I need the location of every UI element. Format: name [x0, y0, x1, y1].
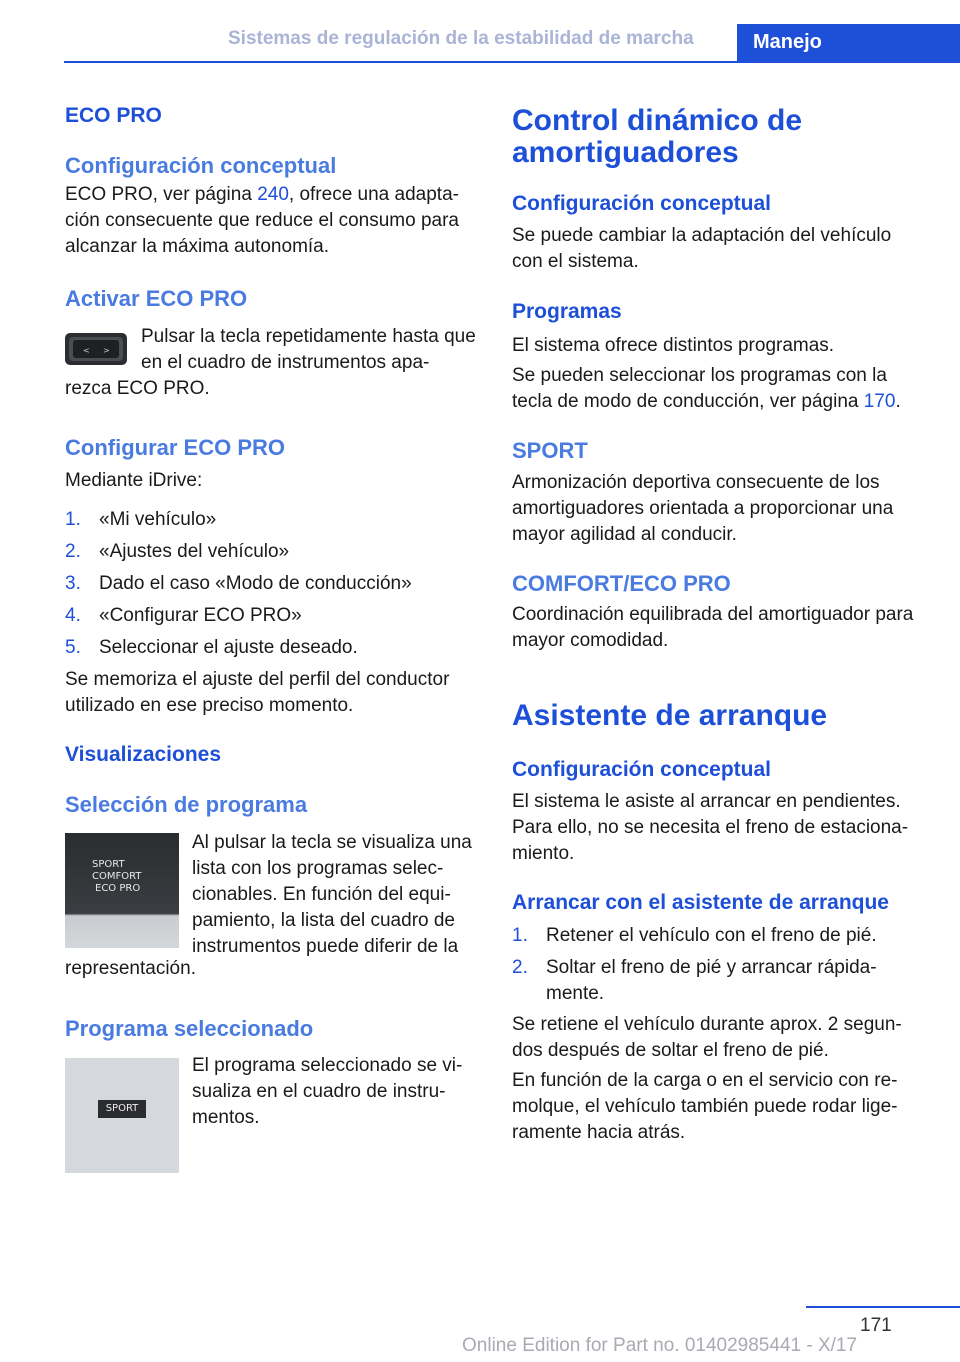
step-item [65, 507, 477, 533]
svg-text:<: < [83, 346, 90, 355]
displays-heading: Visualizaciones [65, 743, 222, 766]
step-text: «Configurar ECO PRO» [99, 605, 302, 626]
memory-text: Se memoriza el ajuste del perfil del conductor utilizado en ese preciso momento. [65, 669, 450, 716]
program-list-image [65, 833, 179, 948]
header-rule [64, 61, 960, 63]
program-sport-label: SPORT [92, 859, 125, 870]
concept-text-a: ECO PRO, ver página [65, 184, 258, 205]
programs-select-text-a: Se pueden seleccionar los programas con la tecla de modo de conducción, ver página [512, 365, 887, 412]
configure-heading: Configurar ECO PRO [65, 435, 286, 460]
starter-title: Asistente de arranque [512, 699, 828, 732]
step-number: 4. [65, 605, 81, 626]
step-item [65, 539, 477, 565]
activate-text-end: rezca ECO PRO. [65, 378, 210, 399]
activate-heading: Activar ECO PRO [65, 286, 248, 311]
selected-heading: Programa seleccionado [65, 1016, 314, 1041]
step-item [65, 635, 477, 661]
configure-intro: Mediante iDrive: [65, 470, 203, 491]
svg-text:>: > [103, 346, 110, 355]
step-item [512, 923, 926, 949]
starting-heading: Arrancar con el asistente de arranque [512, 891, 889, 914]
step-text: «Mi vehículo» [99, 509, 217, 530]
sport-heading: SPORT [512, 438, 588, 463]
damper-concept-heading: Configuración conceptual [512, 192, 772, 215]
step-text: Seleccionar el ajuste deseado. [99, 637, 358, 658]
selection-text: Al pulsar la tecla se visualiza una lista con los programas selec-cionables. En función del equi-pamiento, la lista del cuadro de instrumentos puede diferir de la [192, 832, 472, 957]
programs-text: El sistema ofrece distintos programas. [512, 335, 835, 356]
load-text: En función de la carga o en el servicio con re-molque, el vehículo también puede rodar lige-ramente hacia atrás. [512, 1070, 898, 1143]
activate-text: Pulsar la tecla repetidamente hasta que en el cuadro de instrumentos apa- [141, 326, 476, 373]
programs-heading: Programas [512, 300, 622, 323]
comfort-text: Coordinación equilibrada del amortiguador para mayor comodidad. [512, 604, 914, 651]
selected-program-image [65, 1058, 179, 1173]
header-chapter-label: Manejo [753, 31, 822, 53]
damper-title: Control dinámico de amortiguadores [512, 104, 803, 169]
header-section-title: Sistemas de regulación de la estabilidad de marcha [228, 28, 694, 49]
step-text: Retener el vehículo con el freno de pié. [546, 925, 877, 946]
selection-heading: Selección de programa [65, 792, 308, 817]
comfort-heading: COMFORT/ECO PRO [512, 571, 731, 596]
step-number: 2. [512, 957, 528, 978]
selection-text-end: representación. [65, 958, 196, 979]
page-link-240[interactable]: 240 [257, 184, 289, 205]
starter-concept-heading: Configuración conceptual [512, 758, 772, 781]
step-number: 5. [65, 637, 81, 658]
program-comfort-label: COMFORT [92, 871, 142, 882]
step-number: 1. [65, 509, 81, 530]
concept-text [65, 182, 477, 260]
step-item [65, 571, 477, 597]
hold-text: Se retiene el vehículo durante aprox. 2 segun-dos después de soltar el freno de pié. [512, 1014, 902, 1061]
mode-button-icon [65, 333, 127, 365]
page-link-170[interactable]: 170 [863, 391, 896, 412]
footer-edition: Online Edition for Part no. 01402985441 - X/17 [462, 1335, 858, 1356]
configure-steps [65, 507, 477, 667]
programs-select-text-b: . [895, 391, 901, 412]
step-item [65, 603, 477, 629]
footer-rule [806, 1306, 960, 1308]
program-list-display [92, 859, 141, 895]
damper-concept-text: Se puede cambiar la adaptación del vehículo con el sistema. [512, 225, 892, 272]
concept-text-b: , ofrece una adapta-ción consecuente que reduce el consumo para alcanzar la máxima autonomía. [65, 184, 459, 257]
concept-heading: Configuración conceptual [65, 153, 337, 178]
selected-sport-badge: SPORT [98, 1100, 146, 1118]
sport-text: Armonización deportiva consecuente de los amortiguadores orientada a proporcionar una mayor agilidad al conducir. [512, 472, 894, 545]
step-text: Dado el caso «Modo de conducción» [99, 573, 412, 594]
step-number: 3. [65, 573, 81, 594]
step-item [512, 955, 926, 1007]
header-chapter-tab [737, 24, 960, 61]
programs-select-text [512, 363, 926, 415]
step-number: 1. [512, 925, 528, 946]
step-text: «Ajustes del vehículo» [99, 541, 290, 562]
step-text: Soltar el freno de pié y arrancar rápida-mente. [546, 957, 877, 1004]
starter-concept-text: El sistema le asiste al arrancar en pendientes. Para ello, no se necesita el freno de estaciona-miento. [512, 791, 909, 864]
selected-text: El programa seleccionado se vi-sualiza en el cuadro de instru-mentos. [192, 1055, 463, 1128]
page-number: 171 [860, 1315, 892, 1336]
eco-pro-button-image [65, 333, 127, 365]
eco-pro-title: ECO PRO [65, 104, 162, 127]
step-number: 2. [65, 541, 81, 562]
program-eco-pro-label: ECO PRO [95, 883, 141, 894]
starting-steps [512, 923, 926, 1013]
